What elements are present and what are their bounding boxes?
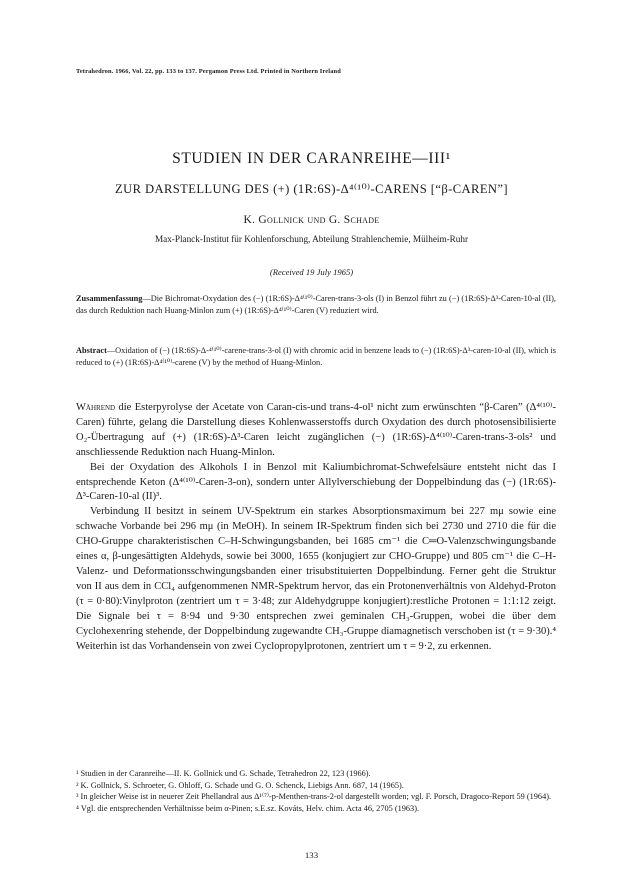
english-abstract-text: —Oxidation of (−) (1R:6S)-Δ-⁴⁽¹⁰⁾-carene-trans-3-ol (I) with chromic acid in benzene leads to (−) (1R:6S)-Δ³-caren-10-al (II), which is reduced to (+) (1R:6S)-Δ⁴⁽¹⁰⁾-carene (V) by the method of Huang-Minlon. bbox=[76, 346, 556, 368]
body-paragraph-2: Bei der Oxydation des Alkohols I in Benzol mit Kaliumbichromat-Schwefelsäure entsteht nicht das I entsprechende Keton (Δ⁴⁽¹⁰⁾-Caren-3-on), sondern unter Allylverschiebung der Doppelbindung das (−) (1R:6S)-Δ³-Caren-10-al (II)³. bbox=[76, 461, 556, 503]
footnote-1: ¹ Studien in der Caranreihe—II. K. Gollnick und G. Schade, Tetrahedron 22, 123 (1966). bbox=[76, 769, 371, 778]
received-date: (Received 19 July 1965) bbox=[269, 267, 354, 277]
german-summary bbox=[76, 293, 556, 317]
english-abstract-label: Abstract bbox=[76, 346, 107, 355]
article-subtitle: ZUR DARSTELLUNG DES (+) (1R:6S)-Δ⁴⁽¹⁰⁾-CARENS [“β-CAREN”] bbox=[115, 182, 508, 196]
english-abstract bbox=[76, 345, 556, 369]
body-paragraph-1-first-word: Während bbox=[76, 402, 116, 413]
footnote-4: ⁴ Vgl. die entsprechenden Verhältnisse beim α-Pinen; s.E.sz. Kováts, Helv. chim. Acta 46, 2705 (1963). bbox=[76, 803, 420, 813]
article-title: STUDIEN IN DER CARANREIHE—III¹ bbox=[172, 150, 451, 167]
page-number: 133 bbox=[304, 850, 319, 860]
article-body bbox=[76, 401, 556, 654]
author-affiliation: Max-Planck-Institut für Kohlenforschung, Abteilung Strahlenchemie, Mülheim-Ruhr bbox=[154, 234, 469, 244]
footnotes bbox=[76, 768, 556, 814]
footnote-3: ³ In gleicher Weise ist in neuerer Zeit Phellandral aus Δ¹⁽⁷⁾-p-Menthen-trans-2-ol dargestellt worden; vgl. F. Porsch, Dragoco-Report 59 (1964). bbox=[76, 792, 552, 802]
german-summary-label: Zusammenfassung bbox=[76, 294, 143, 303]
article-authors: K. Gollnick und G. Schade bbox=[243, 214, 380, 226]
journal-citation-header: Tetrahedron. 1966, Vol. 22, pp. 133 to 137. Pergamon Press Ltd. Printed in Northern Ireland bbox=[76, 68, 341, 75]
body-paragraph-1 bbox=[76, 401, 556, 461]
body-paragraph-3: Verbindung II besitzt in seinem UV-Spektrum ein starkes Absorptionsmaximum bei 227 mμ sowie eine schwache Vorbande bei 296 mμ (in MeOH). In seinem IR-Spektrum finden sich bei 2730 und 2710 die für die CHO-Gruppe charakteristischen C–H-Schwingungsbanden, bei 1685 cm⁻¹ die C═O-Valenzschwingungsbande eines α, β-ungesättigten Aldehyds, sowie bei 3000, 1655 (konjugiert zur CHO-Gruppe) und 805 cm⁻¹ die C–H-Valenz- und Deformationsschwingungsbanden einer trisubstituierten Doppelbindung. Ferner geht die Struktur von II aus dem in CCl₄ aufgenommenen NMR-Spektrum hervor, das ein Protonenverhältnis von Aldehyd-Proton (τ = 0·80):Vinylproton (zentriert um τ = 3·48; zur Aldehydgruppe konjugiert):restliche Protonen = 1:1:12 zeigt. Die Signale bei τ = 8·94 und 9·30 entsprechen zwei geminalen CH₃-Gruppen, wobei die über dem Cyclohexenring stehende, der Doppelbindung zugewandte CH₃-Gruppe diamagnetisch verschoben ist (τ = 9·30).⁴ Weiterhin ist das Vorhandensein von zwei Cyclopropylprotonen, zentriert um τ = 9·2, zu erkennen. bbox=[76, 506, 556, 652]
body-paragraph-1-text: die Esterpyrolyse der Acetate von Caran-cis-und trans-4-ol¹ nicht zum erwünschten “β-Caren” (Δ⁴⁽¹⁰⁾-Caren) führte, gelang die Darstellung dieses Kohlenwasserstoffs durch Oxydation des durch photosensibilisierte O₂-Übertragung auf (+) (1R:6S)-Δ³-Caren leicht zugänglichen (−) (1R:6S)-Δ⁴⁽¹⁰⁾-Caren-trans-3-ols² und anschliessende Reduktion nach Huang-Minlon. bbox=[76, 402, 556, 458]
german-summary-text: —Die Bichromat-Oxydation des (−) (1R:6S)-Δ⁴⁽¹⁰⁾-Caren-trans-3-ols (I) in Benzol führt zu (−) (1R:6S)-Δ³-Caren-10-al (II), das durch Reduktion nach Huang-Minlon zum (+) (1R:6S)-Δ⁴⁽¹⁰⁾-Caren (V) reduziert wird. bbox=[76, 294, 556, 316]
footnote-2: ² K. Gollnick, S. Schroeter, G. Ohloff, G. Schade und G. O. Schenck, Liebigs Ann. 687, 14 (1965). bbox=[76, 780, 404, 790]
